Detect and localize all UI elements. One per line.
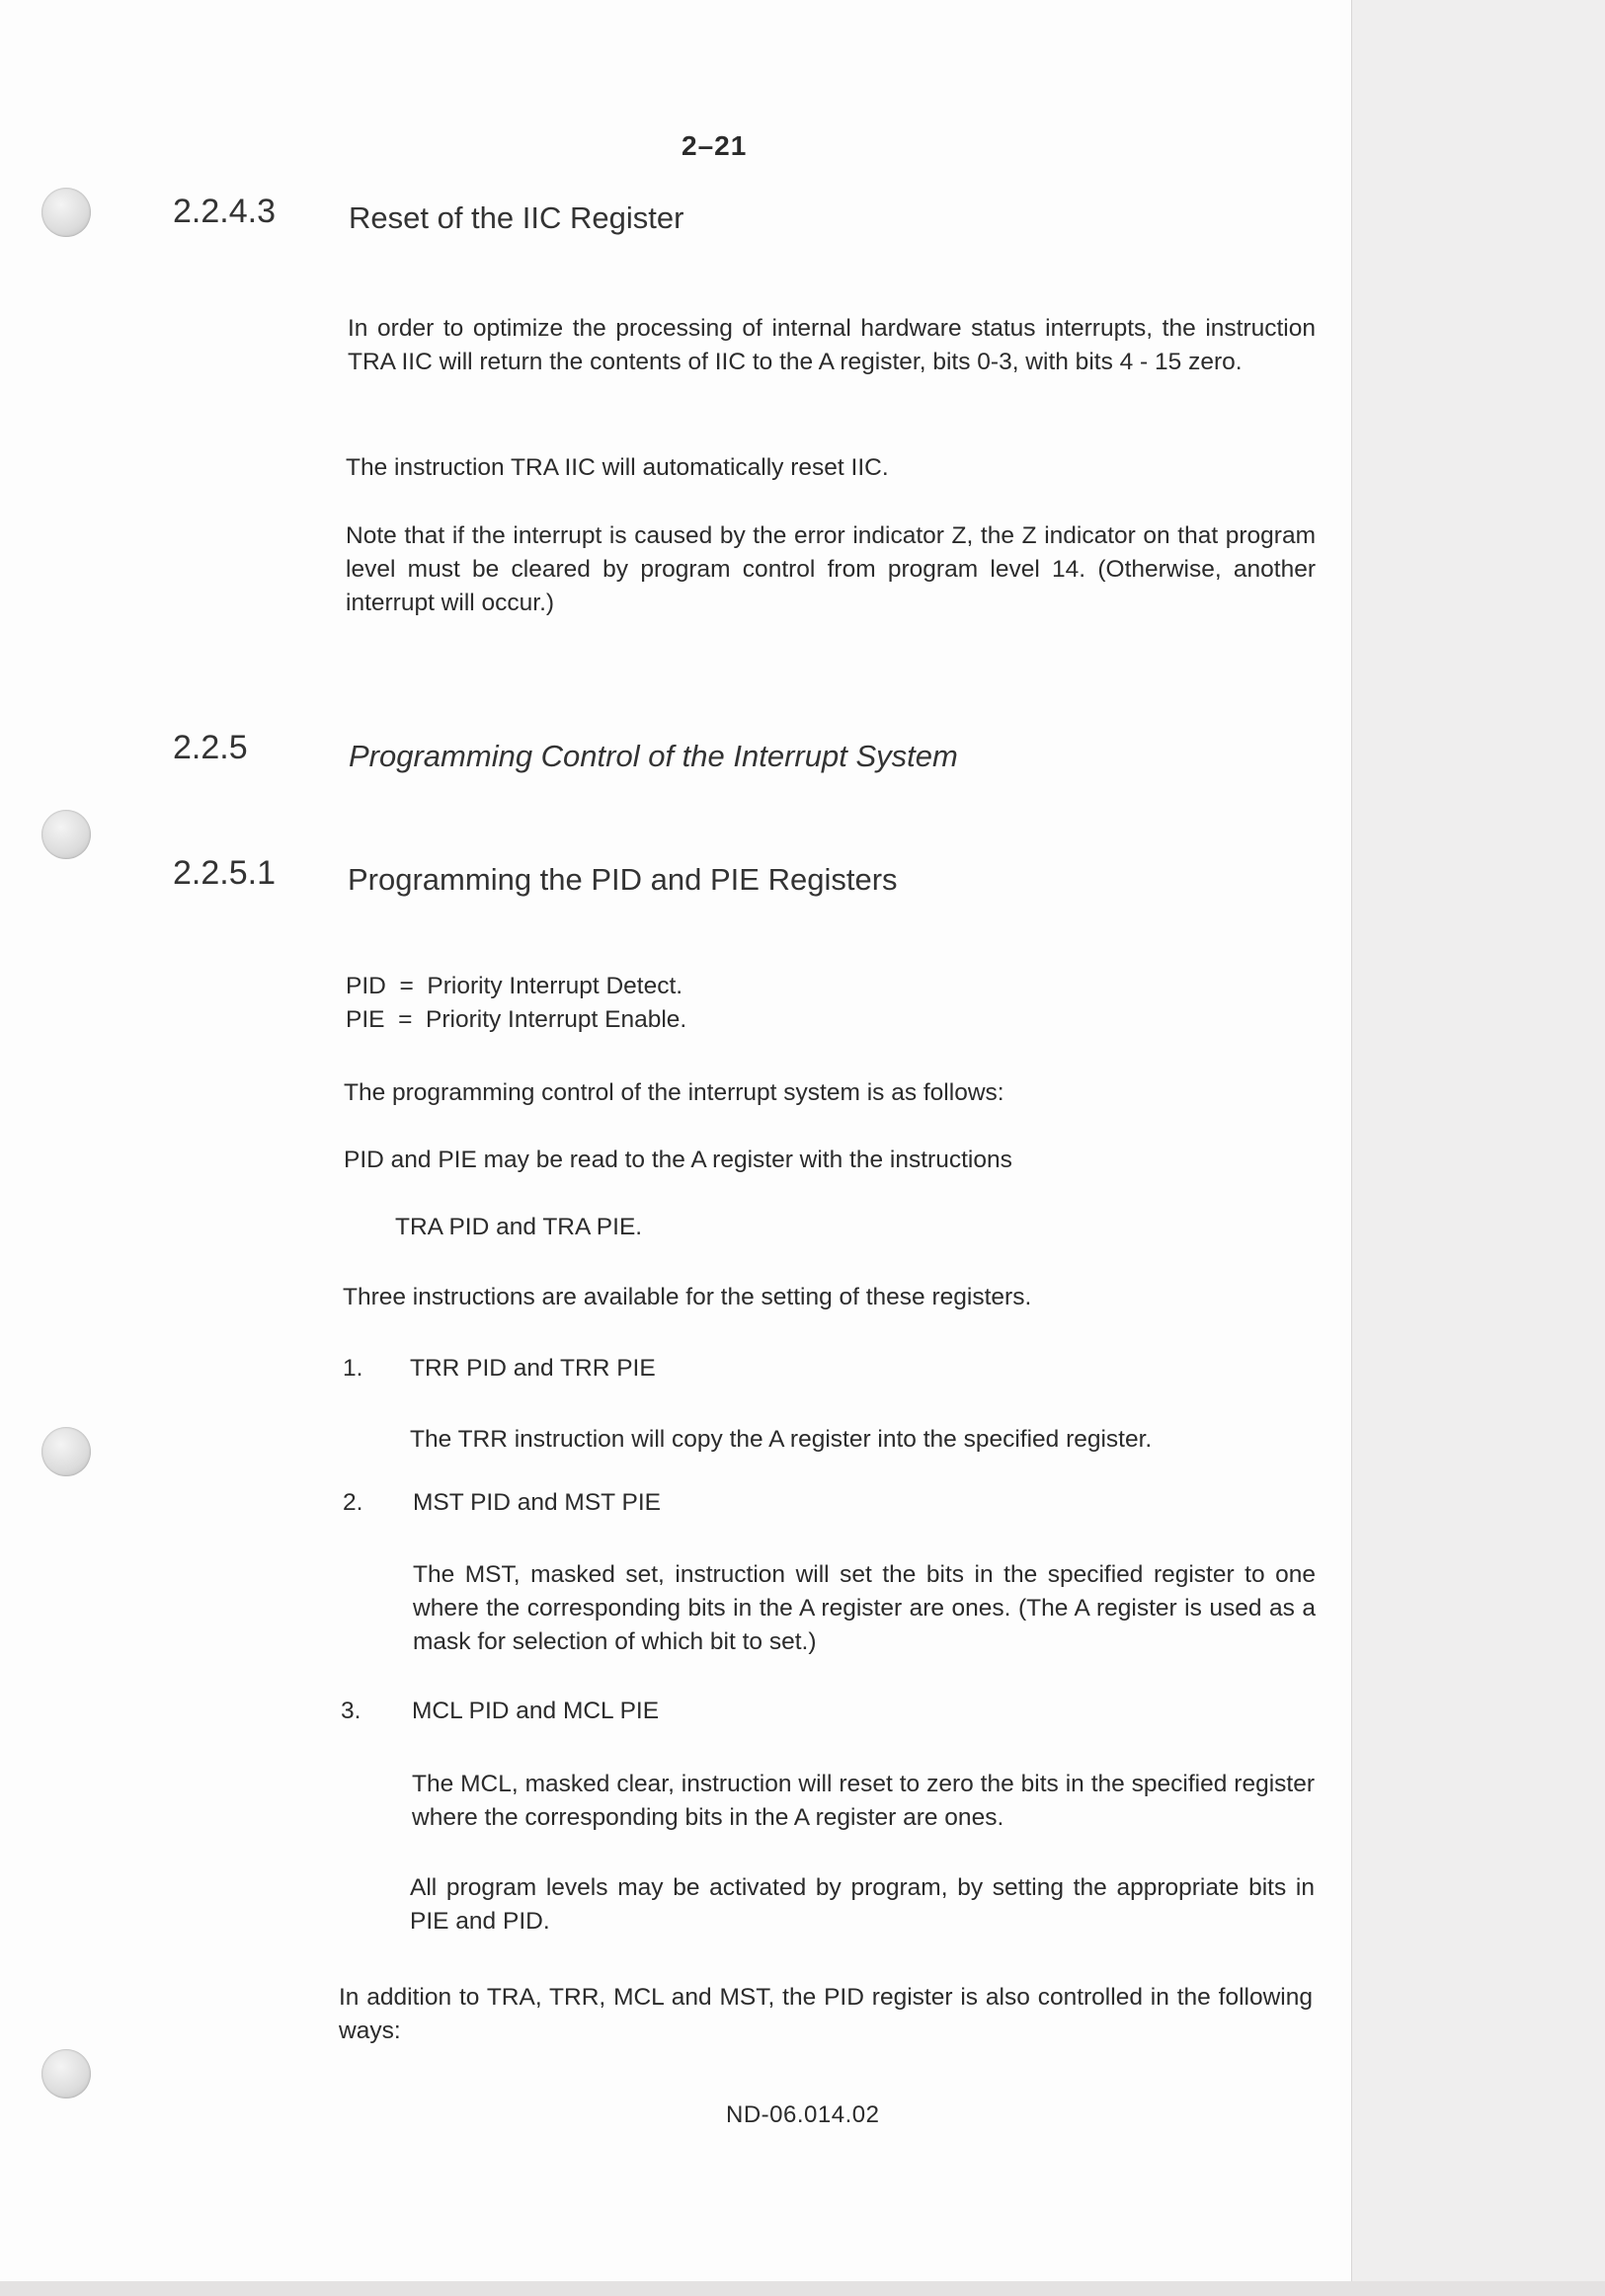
list-item-heading: MST PID and MST PIE: [413, 1489, 661, 1516]
definition-line: PIE = Priority Interrupt Enable.: [346, 1006, 687, 1033]
paragraph: Note that if the interrupt is caused by the error indicator Z, the Z indicator on that program level must be cleared by program control from program level 14. (Otherwise, another interrupt will occur.): [346, 522, 1316, 616]
binder-hole: [41, 188, 91, 237]
paragraph: In order to optimize the processing of internal hardware status interrupts, the instruction TRA IIC will return the contents of IIC to the A register, bits 0-3, with bits 4 - 15 zero.: [348, 315, 1316, 375]
paragraph: The programming control of the interrupt system is as follows:: [344, 1079, 1004, 1106]
definition-line: PID = Priority Interrupt Detect.: [346, 973, 683, 999]
document-number: ND-06.014.02: [726, 2101, 880, 2128]
list-item-body: The MCL, masked clear, instruction will reset to zero the bits in the specified register where the corresponding bits in the A register are ones.: [412, 1771, 1315, 1831]
section-title: Reset of the IIC Register: [349, 200, 684, 235]
indented-line: TRA PID and TRA PIE.: [395, 1214, 643, 1240]
scan-edge: [0, 2281, 1605, 2296]
binder-hole: [41, 1427, 91, 1476]
page-number: 2–21: [682, 130, 748, 161]
list-item-body: The TRR instruction will copy the A register into the specified register.: [410, 1426, 1153, 1453]
paragraph: The instruction TRA IIC will automatically reset IIC.: [346, 454, 889, 481]
paragraph: Three instructions are available for the setting of these registers.: [343, 1284, 1032, 1310]
list-item-heading: MCL PID and MCL PIE: [412, 1698, 660, 1724]
binder-hole: [41, 810, 91, 859]
list-number: 1.: [343, 1355, 363, 1382]
paragraph: PID and PIE may be read to the A register with the instructions: [344, 1147, 1012, 1173]
list-item-body: The MST, masked set, instruction will set the bits in the specified register to one where the corresponding bits in the A register are ones. (The A register is used as a mask for selection of which bit to set.): [413, 1561, 1316, 1655]
list-number: 3.: [341, 1698, 361, 1724]
section-number: 2.2.5.1: [173, 854, 276, 892]
binder-hole: [41, 2049, 91, 2098]
paragraph: In addition to TRA, TRR, MCL and MST, the PID register is also controlled in the following ways:: [339, 1984, 1313, 2044]
list-number: 2.: [343, 1489, 363, 1516]
section-title: Programming Control of the Interrupt System: [349, 739, 958, 773]
list-item-body: All program levels may be activated by program, by setting the appropriate bits in PIE and PID.: [410, 1874, 1315, 1935]
section-number: 2.2.4.3: [173, 193, 276, 230]
section-number: 2.2.5: [173, 729, 248, 766]
list-item-heading: TRR PID and TRR PIE: [410, 1355, 656, 1382]
section-title: Programming the PID and PIE Registers: [348, 862, 898, 897]
